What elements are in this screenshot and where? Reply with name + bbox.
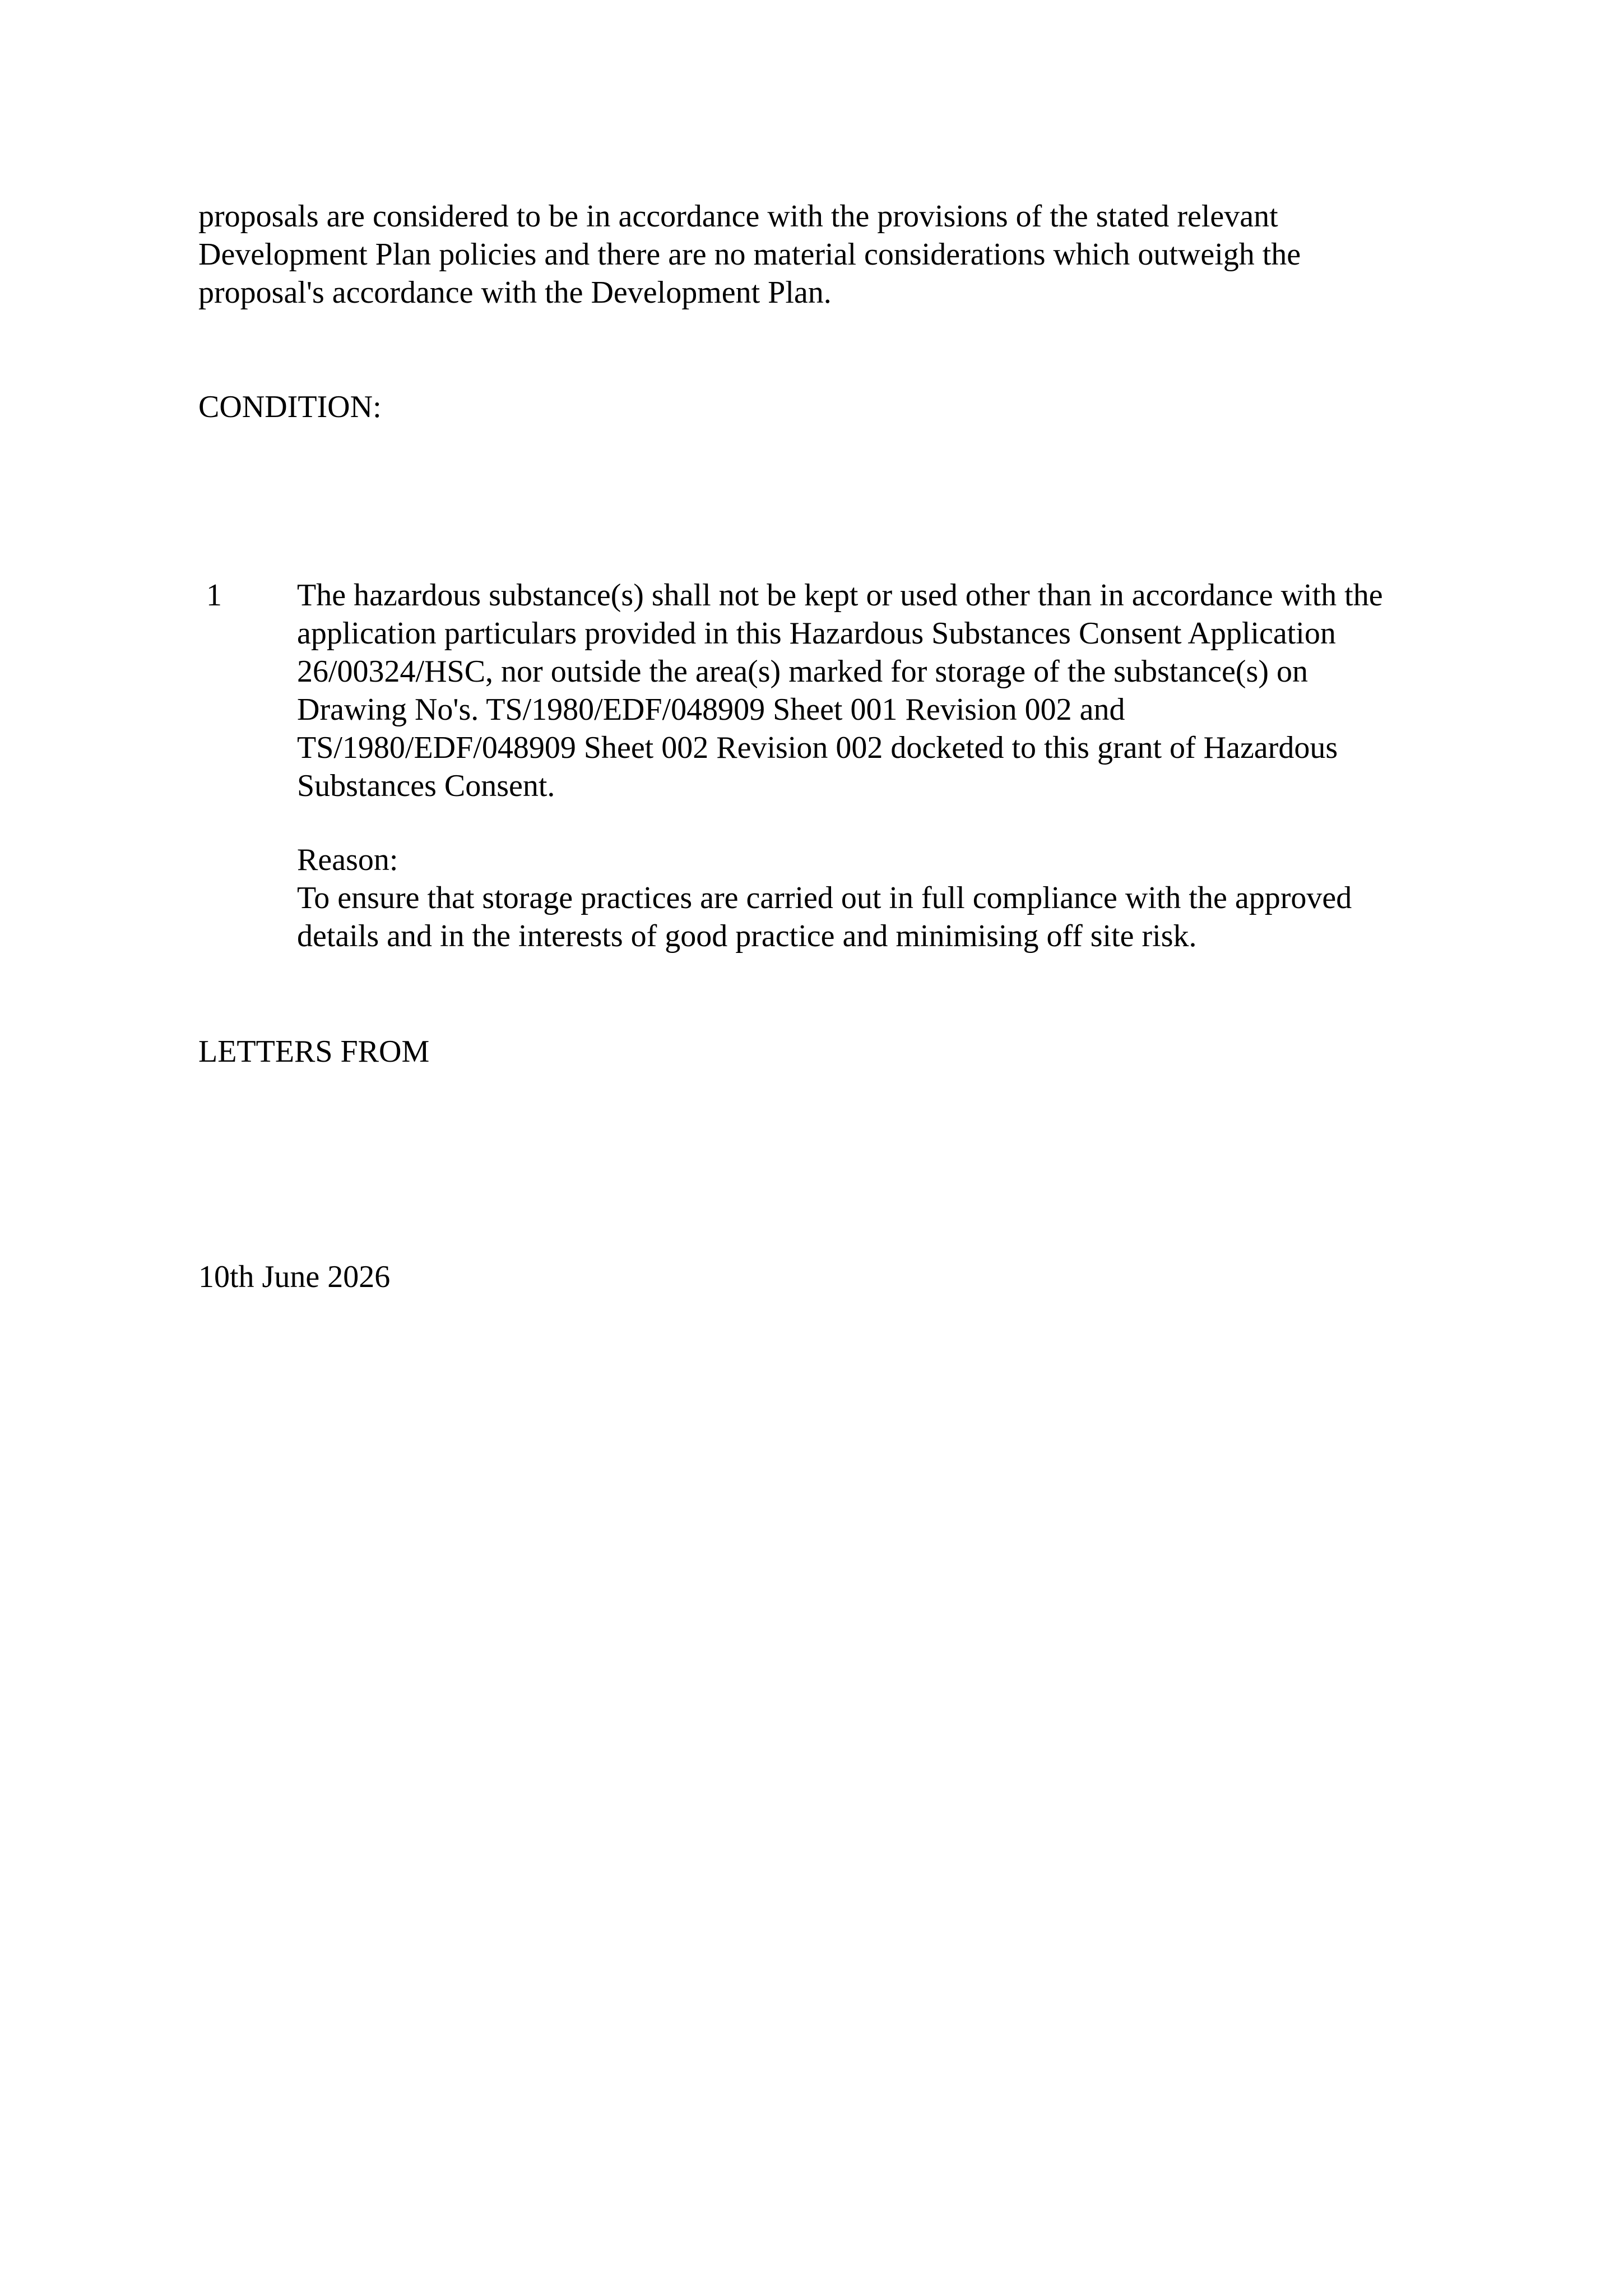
condition-line: Drawing No's. TS/1980/EDF/048909 Sheet 001 Revision 002 and bbox=[297, 692, 1125, 727]
intro-line: proposals are considered to be in accordance with the provisions of the stated relevant bbox=[198, 199, 1278, 234]
condition-line: 26/00324/HSC, nor outside the area(s) marked for storage of the substance(s) on bbox=[297, 654, 1308, 689]
condition-line: The hazardous substance(s) shall not be kept or used other than in accordance with the bbox=[297, 578, 1383, 613]
intro-line: Development Plan policies and there are no material considerations which outweigh the bbox=[198, 237, 1301, 272]
condition-line: TS/1980/EDF/048909 Sheet 002 Revision 002 docketed to this grant of Hazardous bbox=[297, 730, 1338, 765]
intro-line: proposal's accordance with the Development Plan. bbox=[198, 275, 832, 310]
reason-line: details and in the interests of good practice and minimising off site risk. bbox=[297, 919, 1197, 953]
reason-line: To ensure that storage practices are carried out in full compliance with the approved bbox=[297, 881, 1352, 915]
reason-label: Reason: bbox=[297, 843, 398, 877]
condition-line: Substances Consent. bbox=[297, 769, 555, 803]
condition-heading: CONDITION: bbox=[198, 390, 382, 424]
condition-number: 1 bbox=[206, 578, 222, 613]
reason-text bbox=[297, 879, 1502, 955]
document-date: 10th June 2026 bbox=[198, 1260, 391, 1294]
condition-text bbox=[297, 576, 1502, 805]
condition-line: application particulars provided in this Hazardous Substances Consent Application bbox=[297, 616, 1336, 651]
letters-heading: LETTERS FROM bbox=[198, 1034, 430, 1069]
intro-paragraph bbox=[198, 197, 1487, 312]
